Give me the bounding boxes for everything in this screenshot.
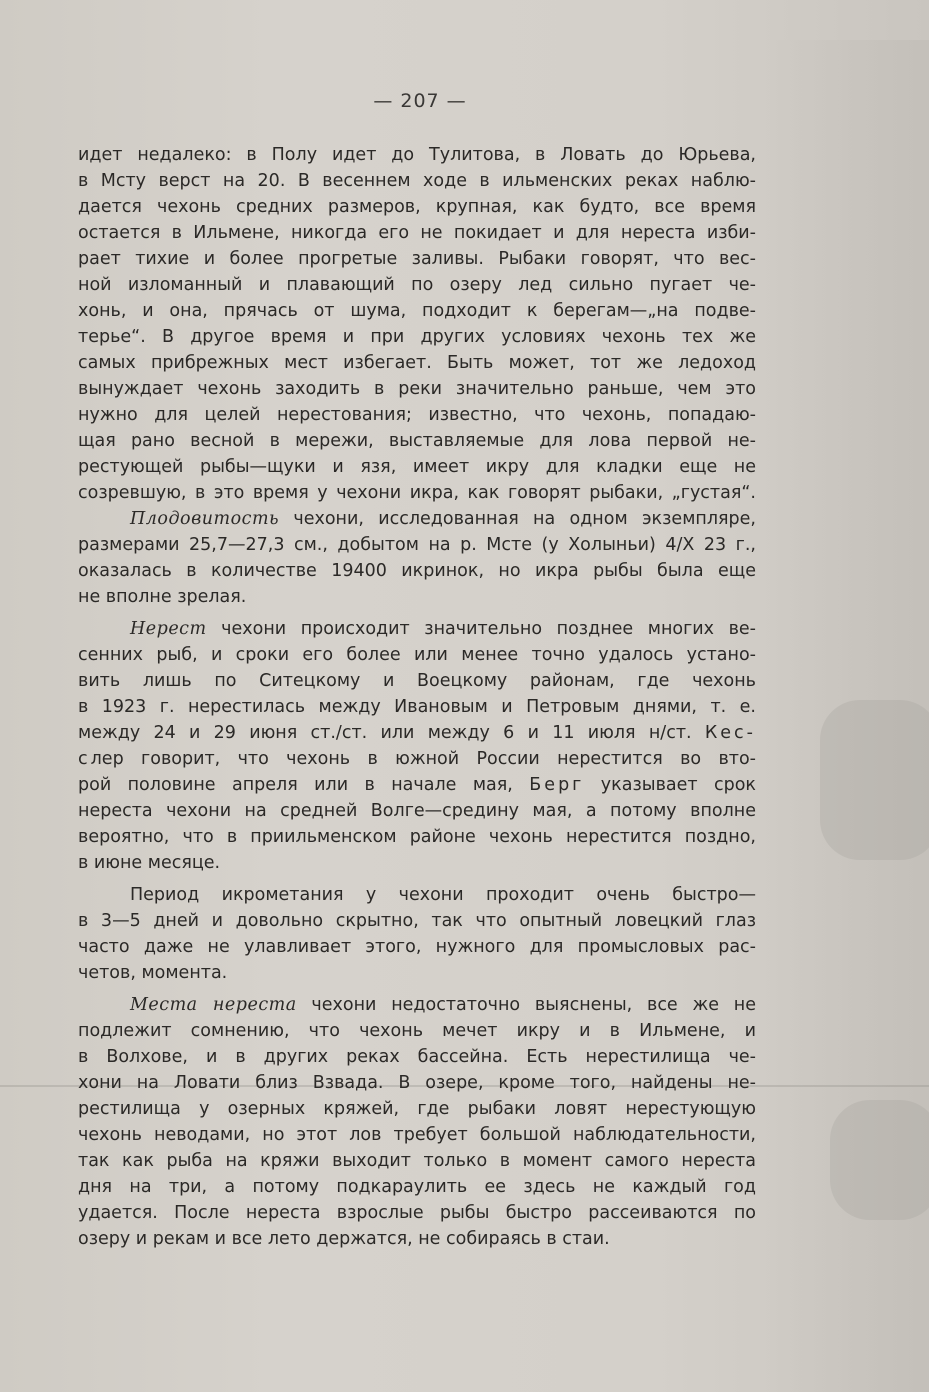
text-line: в 3—5 дней и довольно скрытно, так что опытный ловецкий глаз	[78, 911, 756, 931]
author-name-kessler: Кес-	[704, 723, 756, 743]
text-run: чехони недостаточно выяснены, все же не	[296, 995, 756, 1015]
page-number: — 207 —	[373, 90, 467, 112]
bleed-through-shadow	[820, 700, 929, 860]
paragraph-spawning-grounds	[78, 992, 756, 1252]
text-line: вероятно, что в приильменском районе чехонь нерестится поздно,	[78, 827, 756, 847]
text-line: в июне месяце.	[78, 853, 221, 873]
text-body	[78, 142, 756, 1252]
text-line: терье“. В другое время и при других условиях чехонь тех же	[78, 327, 756, 347]
text-run: указывает срок	[584, 775, 757, 795]
paragraph-fertility	[78, 506, 756, 610]
text-run: чехони происходит значительно позднее многих ве-	[206, 619, 756, 639]
text-line: чехонь неводами, но этот лов требует большой наблюдательности,	[78, 1125, 756, 1145]
text-line: остается в Ильмене, никогда его не покидает и для нереста изби-	[78, 223, 756, 243]
author-name-berg: Берг	[529, 775, 585, 795]
text-line: идет недалеко: в Полу идет до Тулитова, в Ловать до Юрьева,	[78, 145, 756, 165]
text-line	[78, 772, 756, 798]
text-run: чехони, исследованная на одном экземпляре,	[279, 509, 756, 529]
text-line: не вполне зрелая.	[78, 587, 247, 607]
paragraph-spawning	[78, 616, 756, 876]
text-line: часто даже не улавливает этого, нужного для промысловых рас-	[78, 937, 756, 957]
text-line: рает тихие и более прогретые заливы. Рыбаки говорят, что вес-	[78, 249, 756, 269]
text-line: подлежит сомнению, что чехонь мечет икру и в Ильмене, и	[78, 1021, 756, 1041]
text-run: между 24 и 29 июня ст./ст. или между 6 и 11 июля н/ст.	[78, 723, 705, 743]
text-line: нереста чехони на средней Волге—средину мая, а потому вполне	[78, 801, 756, 821]
bleed-through-shadow	[830, 1100, 929, 1220]
text-line	[78, 506, 756, 532]
author-name-kessler-cont: с	[78, 749, 91, 769]
text-line: сенних рыб, и сроки его более или менее точно удалось устано-	[78, 645, 756, 665]
text-line: удается. После нереста взрослые рыбы быстро рассеиваются по	[78, 1203, 756, 1223]
text-run: рой половине апреля или в начале мая,	[78, 775, 530, 795]
section-heading-spawning: Нерест	[130, 619, 207, 639]
text-line: созревшую, в это время у чехони икра, как говорят рыбаки, „густая“.	[78, 483, 756, 503]
text-line: размерами 25,7—27,3 см., добытом на р. Мсте (у Холыньи) 4/X 23 г.,	[78, 535, 756, 555]
text-line: вынуждает чехонь заходить в реки значительно раньше, чем это	[78, 379, 756, 399]
section-heading-spawning-grounds: Места нереста	[130, 995, 297, 1015]
text-line: хони на Ловати близ Взвада. В озере, кроме того, найдены не-	[78, 1073, 756, 1093]
text-line	[78, 992, 756, 1018]
text-line	[78, 746, 756, 772]
text-line: дается чехонь средних размеров, крупная, как будто, все время	[78, 197, 756, 217]
section-heading-fertility: Плодовитость	[130, 509, 280, 529]
text-line: так как рыба на кряжи выходит только в момент самого нереста	[78, 1151, 756, 1171]
text-run: лер говорит, что чехонь в южной России нерестится во вто-	[90, 749, 756, 769]
text-line: четов, момента.	[78, 963, 228, 983]
text-line: самых прибрежных мест избегает. Быть может, тот же ледоход	[78, 353, 756, 373]
text-line	[78, 616, 756, 642]
text-line: хонь, и она, прячась от шума, подходит к берегам—„на подве-	[78, 301, 756, 321]
text-line: рестилища у озерных кряжей, где рыбаки ловят нерестующую	[78, 1099, 756, 1119]
text-line: щая рано весной в мережи, выставляемые для лова первой не-	[78, 431, 756, 451]
text-line: в Волхове, и в других реках бассейна. Есть нерестилища че-	[78, 1047, 756, 1067]
paragraph-spawning-period	[78, 882, 756, 986]
paragraph	[78, 142, 756, 506]
text-line: нужно для целей нерестования; известно, что чехонь, попадаю-	[78, 405, 756, 425]
text-line: в Мсту верст на 20. В весеннем ходе в ильменских реках наблю-	[78, 171, 756, 191]
text-line: оказалась в количестве 19400 икринок, но икра рыбы была еще	[78, 561, 756, 581]
text-line	[78, 720, 756, 746]
text-line: озеру и рекам и все лето держатся, не собираясь в стаи.	[78, 1229, 610, 1249]
text-line: ной изломанный и плавающий по озеру лед сильно пугает че-	[78, 275, 756, 295]
text-line: Период икрометания у чехони проходит очень быстро—	[130, 885, 756, 905]
text-line: вить лишь по Ситецкому и Воецкому районам, где чехонь	[78, 671, 756, 691]
text-line: в 1923 г. нерестилась между Ивановым и Петровым днями, т. е.	[78, 697, 756, 717]
text-line: рестующей рыбы—щуки и язя, имеет икру для кладки еще не	[78, 457, 756, 477]
text-line: дня на три, а потому подкараулить ее здесь не каждый год	[78, 1177, 756, 1197]
